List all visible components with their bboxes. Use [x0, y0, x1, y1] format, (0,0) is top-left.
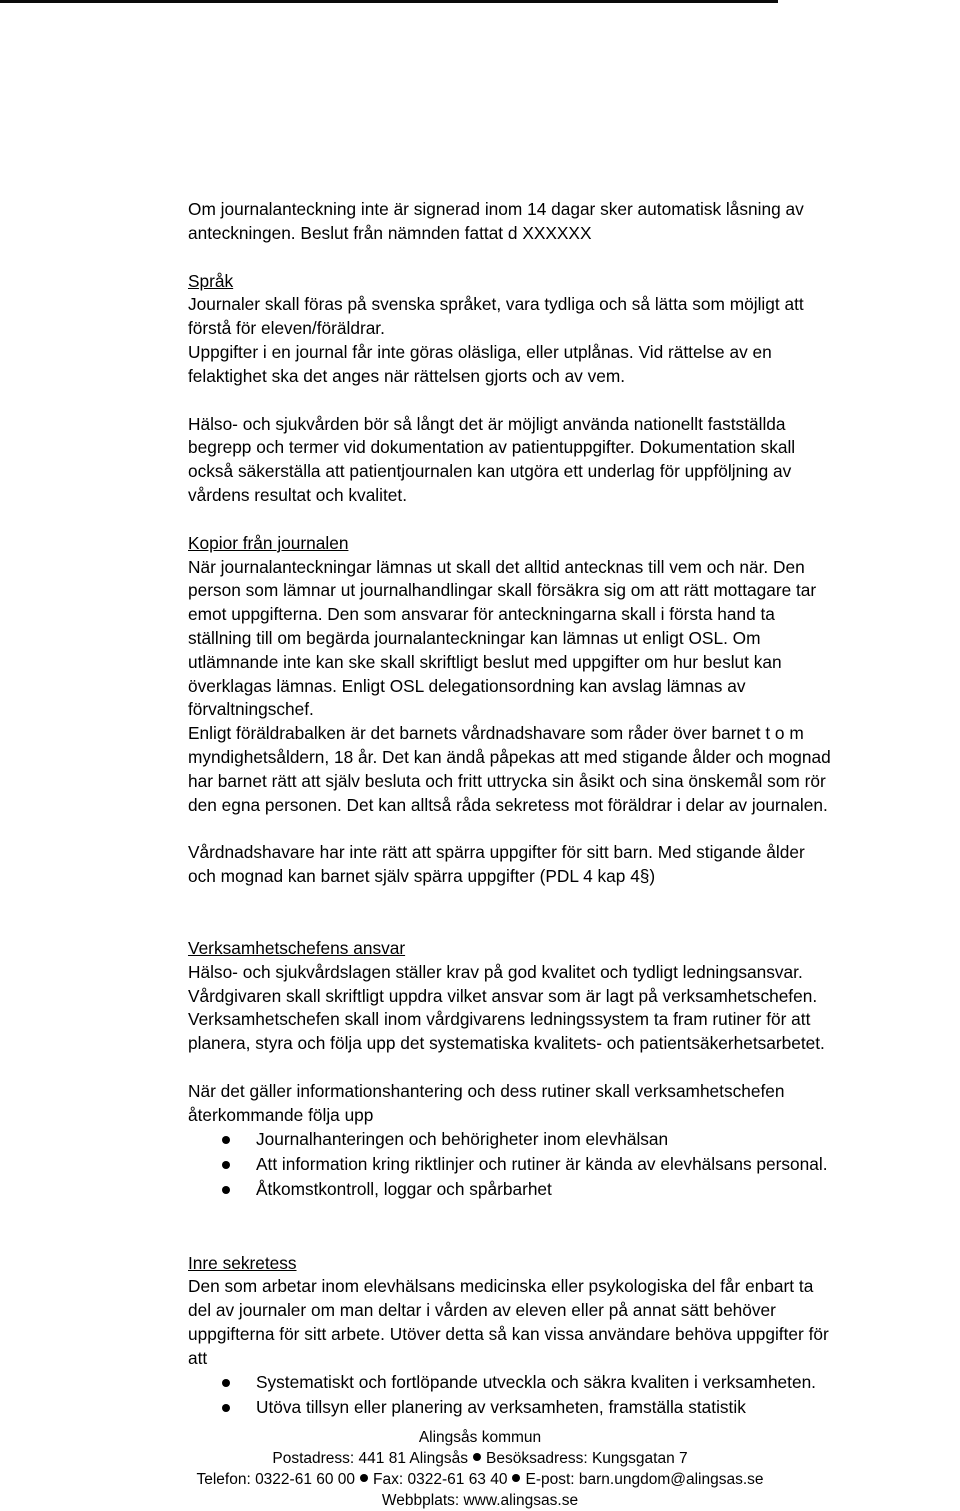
- text-line: att: [188, 1347, 208, 1368]
- section-kopior: [188, 532, 960, 818]
- section-heading-sprak: Språk: [188, 270, 234, 291]
- text-line: begrepp och termer vid dokumentation av patientuppgifter. Dokumentation skall: [188, 437, 796, 458]
- list-item: Åtkomstkontroll, loggar och spårbarhet: [188, 1178, 960, 1203]
- bullet-icon: [222, 1136, 230, 1144]
- text-line: Vårdgivaren skall skriftligt uppdra vilket ansvar som är lagt på verksamhetschefen.: [188, 985, 818, 1006]
- text-line: anteckningen. Beslut från nämnden fattat d XXXXXX: [188, 222, 592, 243]
- list-item: Utöva tillsyn eller planering av verksamheten, framställa statistik: [188, 1396, 960, 1421]
- section-heading-verksamhet: Verksamhetschefens ansvar: [188, 937, 406, 958]
- text-line: felaktighet ska det anges när rättelsen gjorts och av vem.: [188, 365, 626, 386]
- text-line: emot uppgifterna. Den som ansvarar för anteckningarna skall i första hand ta: [188, 604, 775, 625]
- top-rule: [0, 0, 778, 3]
- text-line: och mognad kan barnet själv spärra uppgifter (PDL 4 kap 4§): [188, 866, 656, 887]
- text-line: del av journaler om man deltar i vården av eleven eller på annat sätt behöver: [188, 1300, 776, 1321]
- bullet-list: [188, 1128, 960, 1204]
- text-line: När journalanteckningar lämnas ut skall det alltid antecknas till vem och när. Den: [188, 556, 805, 577]
- footer-besoksadress: Besöksadress: Kungsgatan 7: [485, 1450, 688, 1467]
- text-line: person som lämnar ut journalhandlingar skall försäkra sig om att rätt mottagare tar: [188, 580, 817, 601]
- intro-paragraph: [188, 198, 960, 246]
- text-line: förstå för eleven/föräldrar.: [188, 318, 385, 339]
- bullet-icon: [473, 1453, 481, 1461]
- paragraph-info: [188, 1080, 960, 1204]
- footer-webb: Webbplats: www.alingsas.se: [381, 1492, 579, 1509]
- footer-epost: E-post: barn.ungdom@alingsas.se: [525, 1471, 764, 1488]
- bullet-icon: [360, 1474, 368, 1482]
- bullet-icon: [512, 1474, 520, 1482]
- document-body: [188, 198, 960, 1421]
- footer-fax: Fax: 0322-61 63 40: [373, 1471, 508, 1488]
- text-line: vårdens resultat och kvalitet.: [188, 484, 408, 505]
- text-line: utlämnande inte kan ske skall skriftligt beslut med uppgifter om hur beslut kan: [188, 651, 782, 672]
- text-line: ställning till om begärda journalanteckningar kan lämnas ut enligt OSL. Om: [188, 627, 761, 648]
- text-line: Den som arbetar inom elevhälsans medicinska eller psykologiska del får enbart ta: [188, 1276, 814, 1297]
- text-line: överklagas lämnas. Enligt OSL delegationsordning kan avslag lämnas av: [188, 675, 746, 696]
- text-line: planera, styra och följa upp det systematiska kvalitets- och patientsäkerhetsarbetet.: [188, 1033, 825, 1054]
- section-inre: [188, 1252, 960, 1422]
- section-heading-kopior: Kopior från journalen: [188, 532, 349, 553]
- footer-contact-line: [0, 1469, 960, 1490]
- text-line: Enligt föräldrabalken är det barnets vårdnadshavare som råder över barnet t o m: [188, 723, 804, 744]
- text-line: Journaler skall föras på svenska språket, vara tydliga och så lätta som möjligt att: [188, 294, 804, 315]
- text-line: myndighetsåldern, 18 år. Det kan ändå påpekas att med stigande ålder och mognad: [188, 746, 831, 767]
- page-footer: [0, 1427, 960, 1511]
- footer-postadress: Postadress: 441 81 Alingsås: [272, 1450, 468, 1467]
- text-line: Vårdnadshavare har inte rätt att spärra uppgifter för sitt barn. Med stigande ålder: [188, 842, 805, 863]
- bullet-icon: [222, 1404, 230, 1412]
- text-line: När det gäller informationshantering och dess rutiner skall verksamhetschefen: [188, 1080, 785, 1101]
- section-heading-inre: Inre sekretess: [188, 1252, 297, 1273]
- footer-org: Alingsås kommun: [418, 1429, 542, 1446]
- paragraph-halso: [188, 413, 960, 508]
- text-line: har barnet rätt att själv besluta och fritt uttrycka sin åsikt och sina önskemål som rör: [188, 770, 826, 791]
- footer-address-line: [0, 1448, 960, 1469]
- list-item: Att information kring riktlinjer och rutiner är kända av elevhälsans personal.: [188, 1153, 960, 1178]
- text-line: återkommande följa upp: [188, 1104, 374, 1125]
- footer-telefon: Telefon: 0322-61 60 00: [196, 1471, 356, 1488]
- section-sprak: [188, 270, 960, 389]
- bullet-list: [188, 1371, 960, 1422]
- text-line: Verksamhetschefen skall inom vårdgivarens ledningssystem ta fram rutiner för att: [188, 1009, 811, 1030]
- text-line: förvaltningschef.: [188, 699, 314, 720]
- text-line: den egna personen. Det kan alltså råda sekretess mot föräldrar i delar av journalen.: [188, 794, 828, 815]
- text-line: också säkerställa att patientjournalen kan utgöra ett underlag för uppföljning av: [188, 461, 792, 482]
- paragraph-vardnad: [188, 841, 960, 889]
- text-line: Hälso- och sjukvården bör så långt det är möjligt använda nationellt fastställda: [188, 413, 786, 434]
- text-line: Om journalanteckning inte är signerad inom 14 dagar sker automatisk låsning av: [188, 199, 804, 219]
- text-line: Hälso- och sjukvårdslagen ställer krav på god kvalitet och tydligt ledningsansvar.: [188, 961, 803, 982]
- bullet-icon: [222, 1186, 230, 1194]
- bullet-icon: [222, 1379, 230, 1387]
- list-item: Systematiskt och fortlöpande utveckla och säkra kvaliten i verksamheten.: [188, 1371, 960, 1396]
- text-line: Uppgifter i en journal får inte göras oläsliga, eller utplånas. Vid rättelse av en: [188, 341, 772, 362]
- bullet-icon: [222, 1161, 230, 1169]
- text-line: uppgifterna för sitt arbete. Utöver detta så kan vissa användare behöva uppgifter för: [188, 1324, 829, 1345]
- section-verksamhet: [188, 937, 960, 1056]
- list-item: Journalhanteringen och behörigheter inom elevhälsan: [188, 1128, 960, 1153]
